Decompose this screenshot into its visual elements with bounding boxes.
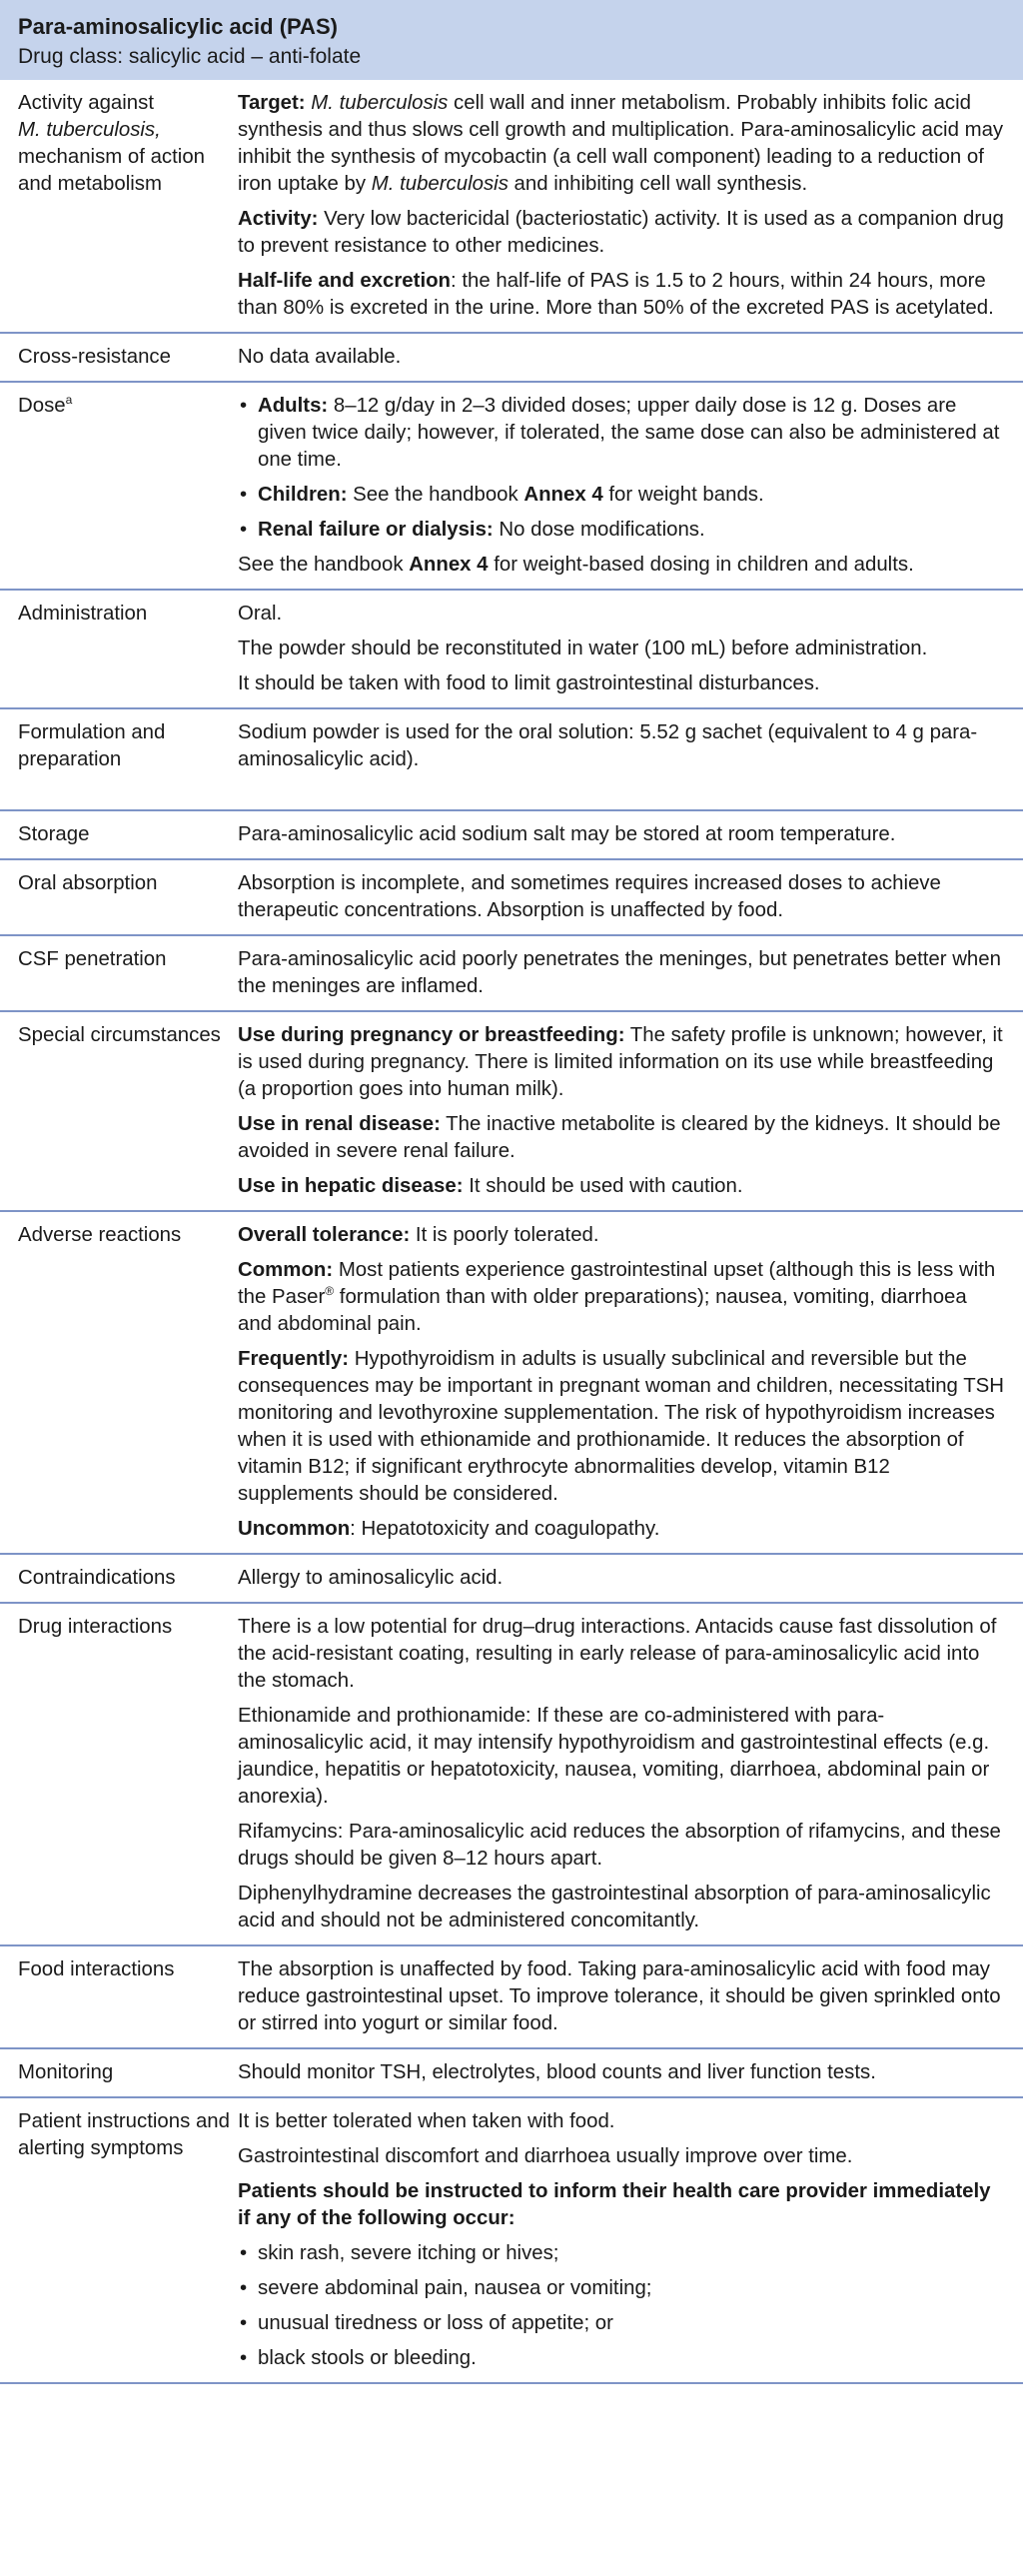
row-content: Para-aminosalicylic acid sodium salt may be stored at room temperature. — [238, 823, 896, 845]
list-item: • severe abdominal pain, nausea or vomiting; — [240, 2277, 652, 2299]
row-content: Sodium powder is used for the oral solution: 5.52 g sachet (equivalent to 4 g para-aminosalicylic acid). — [238, 721, 978, 770]
row-oral-absorption — [0, 859, 1023, 935]
dose-renal: • Renal failure or dialysis: No dose modifications. — [240, 519, 705, 541]
row-food-interactions — [0, 1945, 1023, 2048]
row-content: Allergy to aminosalicylic acid. — [238, 1567, 504, 1589]
row-label: Dose$^a$ — [18, 393, 73, 417]
list-item: • skin rash, severe itching or hives; — [240, 2242, 559, 2264]
row-label: Cross-resistance — [18, 346, 171, 368]
activity-paragraph: Activity: Very low bactericidal (bacteriostatic) activity. It is used as a companion drug to prevent resistance to other medicines. — [238, 208, 1004, 257]
row-cross-resistance — [0, 333, 1023, 382]
row-csf-penetration — [0, 935, 1023, 1011]
title-band — [0, 0, 1023, 80]
row-content: No data available. — [238, 346, 402, 368]
dose-children: • Children: See the handbook Annex 4 for weight bands. — [240, 484, 764, 506]
dose-adults: • Adults: 8–12 g/day in 2–3 divided doses; upper daily dose is 12 g. Doses are given twice daily; however, if tolerated, the same dose can also be administered at one time. — [240, 395, 1000, 471]
row-content: Overall tolerance: It is poorly tolerated. Common: Most patients experience gastrointestinal upset (although this is less with the Paser® formulation than with older preparations); nausea, vomiting, diarrhoea and abdominal pain. Frequently: Hypothyroidism in adults is usually subclinical and reversible but the consequences may be important in pregnant woman and children, necessitating TSH monitoring and levothyroxine supplementation. The risk of hypothyroidism increases when it is used with ethionamide and prothionamide. It reduces the absorption of vitamin B12; if significant erythrocyte abnormalities develop, vitamin B12 supplements should be considered. Uncommon: Hepatotoxicity and coagulopathy. — [238, 1224, 1004, 1540]
row-content: There is a low potential for drug–drug interactions. Antacids cause fast dissolution of the acid-resistant coating, resulting in early release of para-aminosalicylic acid into the stomach. Ethionamide and prothionamide: If these are co-administered with para-aminosalicylic acid, it may intensify hypothyroidism and gastrointestinal effects (e.g. jaundice, hepatitis or hepatotoxicity, nausea, vomiting, diarrhoea, abdominal pain or anorexia). Rifamycins: Para-aminosalicylic acid reduces the absorption of rifamycins, and these drugs should be given 8–12 hours apart. Diphenylhydramine decreases the gastrointestinal absorption of para-aminosalicylic acid and should not be administered concomitantly. — [238, 1616, 1001, 1932]
row-storage — [0, 810, 1023, 859]
row-label: Formulation and preparation — [18, 721, 166, 770]
dose-note: See the handbook Annex 4 for weight-based dosing in children and adults. — [238, 554, 914, 576]
row-content — [238, 80, 1023, 333]
row-label: Contraindications — [18, 1567, 176, 1589]
row-content: Oral. The powder should be reconstituted in water (100 mL) before administration. It should be taken with food to limit gastrointestinal disturbances. — [238, 603, 928, 694]
row-label: Food interactions — [18, 1958, 175, 1980]
row-label: Storage — [18, 823, 90, 845]
row-content — [238, 382, 1023, 590]
row-content: Para-aminosalicylic acid poorly penetrates the meninges, but penetrates better when the meninges are inflamed. — [238, 948, 1001, 997]
row-formulation — [0, 708, 1023, 810]
row-adverse-reactions — [0, 1211, 1023, 1554]
row-label: CSF penetration — [18, 948, 167, 970]
row-administration — [0, 590, 1023, 708]
row-label: Drug interactions — [18, 1616, 173, 1638]
row-content: Use during pregnancy or breastfeeding: The safety profile is unknown; however, it is used during pregnancy. There is limited information on its use while breastfeeding (a proportion goes into human milk). Use in renal disease: The inactive metabolite is cleared by the kidneys. It should be avoided in severe renal failure. Use in hepatic disease: It should be used with caution. — [238, 1024, 1003, 1197]
monograph-table — [0, 80, 1023, 2384]
row-monitoring — [0, 2048, 1023, 2097]
row-special-circumstances — [0, 1011, 1023, 1211]
row-label: Special circumstances — [18, 1024, 221, 1046]
list-item: • unusual tiredness or loss of appetite; or — [240, 2312, 613, 2334]
row-contraindications — [0, 1554, 1023, 1603]
drug-title: Para-aminosalicylic acid (PAS) — [18, 14, 338, 39]
row-content: Should monitor TSH, electrolytes, blood counts and liver function tests. — [238, 2061, 876, 2083]
row-content: Absorption is incomplete, and sometimes requires increased doses to achieve therapeutic concentrations. Absorption is unaffected by food. — [238, 872, 941, 921]
row-label: Patient instructions and alerting symptoms — [18, 2110, 230, 2159]
row-label: Activity against M. tuberculosis, mechanism of action and metabolism — [18, 92, 206, 195]
halflife-paragraph: Half-life and excretion: the half-life of PAS is 1.5 to 2 hours, within 24 hours, more than 80% is excreted in the urine. More than 50% of the excreted PAS is acetylated. — [238, 270, 994, 319]
row-content: The absorption is unaffected by food. Taking para-aminosalicylic acid with food may reduce gastrointestinal upset. To improve tolerance, it should be given sprinkled onto or stirred into yogurt or similar food. — [238, 1958, 1001, 2034]
row-activity — [0, 80, 1023, 333]
drug-class: Drug class: salicylic acid – anti-folate — [18, 45, 362, 68]
row-content: It is better tolerated when taken with food. Gastrointestinal discomfort and diarrhoea usually improve over time. Patients should be instructed to inform their health care provider immediately if any of the following occur: • skin rash, severe itching or hives; • severe abdominal pain, nausea or vomiting; • unusual tiredness or loss of appetite; or • black stools or bleeding. — [238, 2097, 1023, 2383]
row-dose — [0, 382, 1023, 590]
row-patient-instructions — [0, 2097, 1023, 2383]
row-label: Monitoring — [18, 2061, 114, 2083]
row-label: Administration — [18, 603, 148, 625]
row-drug-interactions — [0, 1603, 1023, 1945]
list-item: • black stools or bleeding. — [240, 2347, 477, 2369]
row-label: Oral absorption — [18, 872, 158, 894]
row-label: Adverse reactions — [18, 1224, 182, 1246]
target-paragraph: Target: M. tuberculosis cell wall and inner metabolism. Probably inhibits folic acid synthesis and thus slows cell growth and multiplication. Para-aminosalicylic acid may inhibit the synthesis of mycobactin (a cell wall component) leading to a reduction of iron uptake by M. tuberculosis and inhibiting cell wall synthesis. — [238, 92, 1004, 195]
